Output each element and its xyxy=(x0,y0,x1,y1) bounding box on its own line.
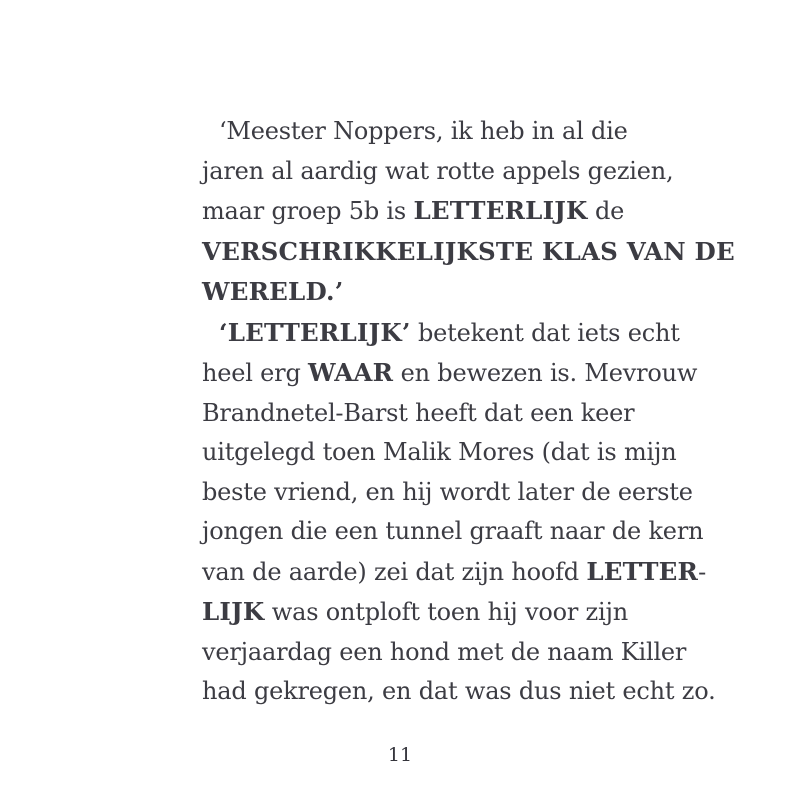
text-segment: uitgelegd toen Malik Mores (dat is mijn xyxy=(202,438,677,466)
text-line xyxy=(202,313,735,354)
page-number: 11 xyxy=(387,744,413,766)
text-line xyxy=(202,633,735,673)
text-line xyxy=(202,433,735,473)
text-line xyxy=(202,672,735,712)
text-segment: Brandnetel-Barst heeft dat een keer xyxy=(202,398,635,427)
text-line xyxy=(202,152,735,192)
text-segment: jongen die een tunnel graaft naar de kern xyxy=(202,517,704,545)
text-line xyxy=(202,473,735,513)
paragraph xyxy=(202,112,735,313)
emphasis-text: WAAR xyxy=(308,358,394,387)
text-line xyxy=(202,191,735,232)
emphasis-text: LETTER xyxy=(586,556,699,586)
text-segment: beste vriend, en hij wordt later de eerste xyxy=(202,477,693,506)
text-line xyxy=(202,512,735,552)
text-line xyxy=(202,353,735,394)
text-line xyxy=(202,272,735,313)
text-line xyxy=(202,232,735,273)
emphasis-text: ‘LETTERLIJK’ xyxy=(219,317,411,347)
text-segment: was ontploft toen hij voor zijn xyxy=(264,598,628,626)
text-segment: heel erg xyxy=(202,359,309,387)
text-segment: de xyxy=(587,197,625,225)
text-line xyxy=(202,394,735,434)
body-text xyxy=(202,112,735,712)
text-segment: had gekregen, en dat was dus niet echt zo. xyxy=(202,677,716,705)
text-line xyxy=(202,552,735,593)
emphasis-text: VERSCHRIKKELIJKSTE KLAS VAN DE xyxy=(202,236,735,266)
text-segment: maar groep 5b is xyxy=(202,197,414,225)
text-segment: betekent dat iets echt xyxy=(410,318,680,347)
paragraph xyxy=(202,313,735,712)
text-segment: en bewezen is. Mevrouw xyxy=(393,359,698,387)
emphasis-text: LIJK xyxy=(202,597,265,626)
emphasis-text: LETTERLIJK xyxy=(413,196,588,225)
text-segment: - xyxy=(698,557,707,586)
text-segment: van de aarde) zei dat zijn hoofd xyxy=(202,557,587,586)
text-segment: verjaardag een hond met de naam Killer xyxy=(202,637,687,666)
text-line xyxy=(202,112,735,152)
emphasis-text: WERELD.’ xyxy=(202,277,344,306)
text-segment: jaren al aardig wat rotte appels gezien, xyxy=(202,156,674,185)
text-segment: ‘Meester Noppers, ik heb in al die xyxy=(219,117,628,145)
text-line xyxy=(202,592,735,633)
